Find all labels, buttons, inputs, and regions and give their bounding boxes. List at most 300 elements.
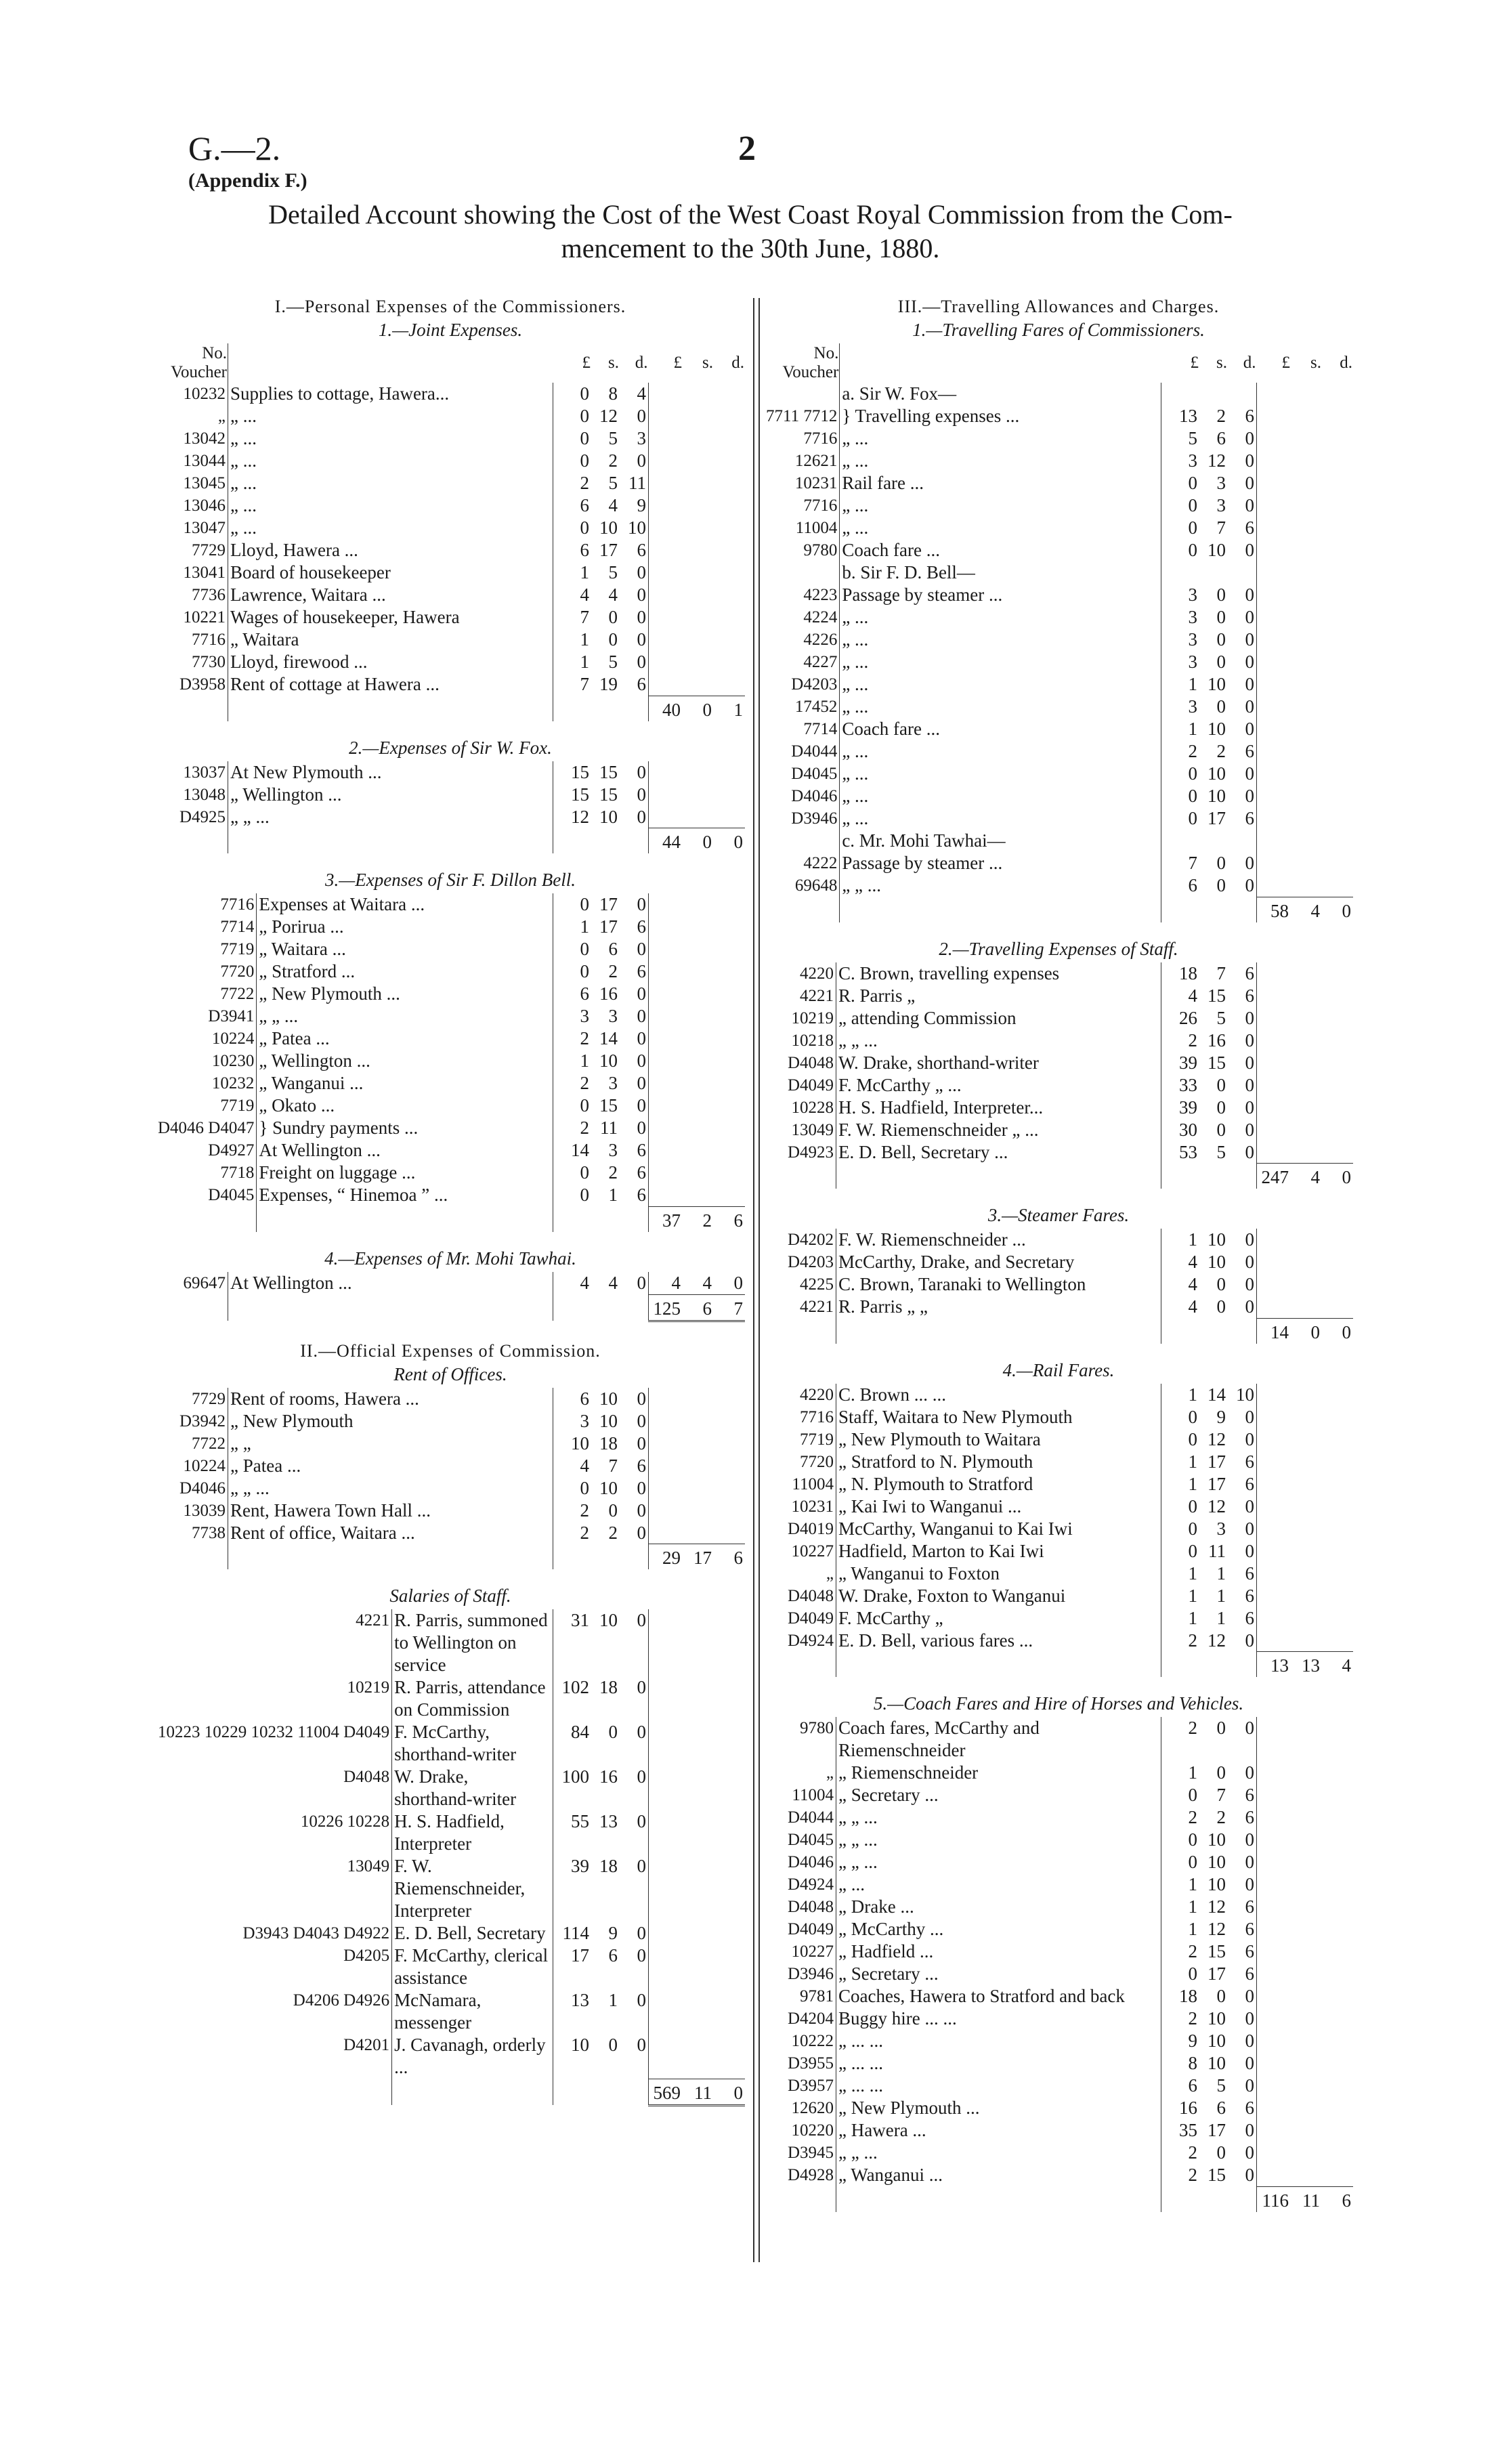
amount-pence: 0 bbox=[1228, 852, 1257, 874]
item-description: C. Brown, travelling expenses bbox=[838, 962, 1060, 983]
item-description: „ Waitara bbox=[230, 629, 299, 650]
amount-pounds: 2 bbox=[1161, 2164, 1200, 2186]
empty-total-cell bbox=[649, 1410, 683, 1432]
voucher-number: 10219 bbox=[764, 1007, 836, 1029]
subsection-title: 1.—Travelling Fares of Commissioners. bbox=[912, 320, 1205, 340]
report-reference bbox=[188, 129, 307, 192]
amount-shillings: 2 bbox=[608, 1522, 618, 1543]
empty-total-cell bbox=[1257, 852, 1291, 874]
voucher-number: D4049 bbox=[764, 1918, 836, 1940]
ledger-row bbox=[156, 629, 745, 651]
amount-pounds: 0 bbox=[553, 1162, 592, 1184]
empty-total-cell bbox=[1322, 1829, 1353, 1851]
item-description: McCarthy, Drake, and Secretary bbox=[838, 1252, 1075, 1272]
item-description: „ New Plymouth ... bbox=[838, 2098, 980, 2118]
subtotal-row bbox=[764, 1318, 1353, 1344]
voucher-number: 10228 bbox=[764, 1097, 836, 1119]
empty-total-cell bbox=[1257, 1585, 1291, 1607]
empty-total-cell bbox=[1291, 673, 1322, 696]
amount-shillings: 11 bbox=[600, 1118, 618, 1138]
empty-total-cell bbox=[714, 517, 745, 539]
amount-shillings: 1 bbox=[1216, 1607, 1226, 1628]
subtotal-row bbox=[156, 696, 745, 721]
amount-pounds: 1 bbox=[1161, 718, 1200, 740]
item-description: „ ... bbox=[230, 517, 257, 538]
empty-total-cell bbox=[1257, 1518, 1291, 1540]
empty-total-cell bbox=[1257, 1052, 1291, 1074]
amount-pence: 0 bbox=[1228, 1074, 1257, 1097]
item-description: „ Wellington ... bbox=[230, 784, 342, 805]
ledger-row bbox=[764, 584, 1353, 606]
item-description: R. Parris „ bbox=[838, 985, 916, 1006]
empty-total-cell bbox=[1257, 1985, 1291, 2008]
empty-total-cell bbox=[1291, 852, 1322, 874]
amount-pounds: 14 bbox=[553, 1139, 592, 1162]
empty-total-cell bbox=[1322, 1296, 1353, 1318]
ledger-row bbox=[764, 718, 1353, 740]
subsection-title: 2.—Expenses of Sir W. Fox. bbox=[349, 737, 552, 758]
empty-total-cell bbox=[1322, 1428, 1353, 1451]
empty-total-cell bbox=[1322, 1229, 1353, 1251]
amount-pounds: 6 bbox=[1161, 874, 1200, 897]
empty-total-cell bbox=[649, 1522, 683, 1544]
amount-pounds: 1 bbox=[1161, 1918, 1200, 1940]
empty-total-cell bbox=[649, 629, 683, 651]
empty-total-cell bbox=[714, 561, 745, 584]
amount-shillings: 12 bbox=[1208, 450, 1226, 471]
amount-shillings: 14 bbox=[1208, 1384, 1226, 1405]
empty-total-cell bbox=[683, 806, 714, 828]
amount-pence: 0 bbox=[1228, 2008, 1257, 2030]
empty-total-cell bbox=[1257, 2008, 1291, 2030]
empty-total-cell bbox=[1322, 785, 1353, 807]
empty-total-cell bbox=[683, 1989, 714, 2034]
amount-pence: 0 bbox=[620, 1432, 649, 1455]
voucher-number: 7730 bbox=[156, 651, 228, 673]
empty-total-cell bbox=[1291, 1518, 1322, 1540]
empty-total-cell bbox=[1257, 1406, 1291, 1428]
document-title bbox=[168, 198, 1333, 265]
amount-pounds: 0 bbox=[553, 427, 592, 450]
amount-pence: 0 bbox=[1228, 1029, 1257, 1052]
empty-total-cell bbox=[1257, 1495, 1291, 1518]
total-shillings-header: s. bbox=[1310, 354, 1321, 372]
amount-pounds: 1 bbox=[553, 651, 592, 673]
empty-total-cell bbox=[714, 1388, 745, 1410]
empty-total-cell bbox=[1322, 1007, 1353, 1029]
voucher-number: D4203 bbox=[764, 1251, 836, 1273]
amount-shillings: 4 bbox=[608, 585, 618, 605]
empty-total-cell bbox=[1257, 1806, 1291, 1829]
amount-pence: 0 bbox=[1228, 1630, 1257, 1652]
amount-pence: 6 bbox=[1228, 985, 1257, 1007]
empty-total-cell bbox=[1322, 1585, 1353, 1607]
amount-pence: 6 bbox=[620, 1184, 649, 1206]
amount-shillings: 10 bbox=[599, 806, 618, 827]
amount-pounds: 1 bbox=[1161, 1563, 1200, 1585]
item-description: H. S. Hadfield, Interpreter bbox=[394, 1811, 505, 1854]
empty-total-cell bbox=[1257, 1630, 1291, 1652]
empty-total-cell bbox=[1322, 1451, 1353, 1473]
item-description: C. Brown, Taranaki to Wellington bbox=[838, 1274, 1086, 1294]
empty-total-cell bbox=[1257, 1296, 1291, 1318]
voucher-number: 7716 bbox=[764, 494, 840, 517]
amount-shillings: 0 bbox=[1216, 1296, 1226, 1317]
amount-shillings: 15 bbox=[1208, 985, 1226, 1006]
voucher-number: D4048 bbox=[156, 1766, 392, 1810]
voucher-number: 7716 bbox=[764, 427, 840, 450]
amount-pence: 0 bbox=[620, 1522, 649, 1544]
empty-total-cell bbox=[649, 1072, 683, 1095]
coach-fares-table bbox=[764, 1717, 1353, 2212]
empty-total-cell bbox=[1322, 1074, 1353, 1097]
empty-total-cell bbox=[683, 1855, 714, 1922]
item-description: F. McCarthy, shorthand-writer bbox=[394, 1722, 517, 1764]
empty-total-cell bbox=[1291, 584, 1322, 606]
amount-shillings: 9 bbox=[1216, 1406, 1226, 1427]
ledger-row bbox=[764, 1829, 1353, 1851]
empty-total-cell bbox=[1322, 2052, 1353, 2075]
item-description: „ New Plymouth to Waitara bbox=[838, 1428, 1041, 1449]
voucher-number: 7716 bbox=[764, 1406, 836, 1428]
empty-total-cell bbox=[1322, 1963, 1353, 1985]
amount-shillings: 15 bbox=[1208, 1052, 1226, 1073]
amount-pence: 0 bbox=[620, 1117, 649, 1139]
empty-total-cell bbox=[714, 1117, 745, 1139]
voucher-number: 13047 bbox=[156, 517, 228, 539]
amount-pence: 0 bbox=[620, 1766, 649, 1810]
item-description: „ Secretary ... bbox=[838, 1785, 939, 1805]
item-description: „ ... bbox=[842, 629, 869, 650]
amount-pence: 0 bbox=[1228, 1518, 1257, 1540]
amount-pounds: 1 bbox=[1161, 1384, 1200, 1406]
amount-pence: 0 bbox=[620, 1855, 649, 1922]
voucher-number: D4048 bbox=[764, 1585, 836, 1607]
ledger-row bbox=[764, 2052, 1353, 2075]
amount-pounds: 0 bbox=[553, 960, 592, 983]
empty-total-cell bbox=[714, 1810, 745, 1855]
item-description: „ „ ... bbox=[838, 2142, 878, 2163]
item-description: „ ... bbox=[842, 517, 869, 538]
voucher-number: D4046 bbox=[764, 1851, 836, 1873]
amount-pounds: 55 bbox=[553, 1810, 592, 1855]
voucher-number: „ bbox=[764, 1762, 836, 1784]
amount-pounds: 15 bbox=[553, 761, 592, 784]
empty-total-cell bbox=[714, 1162, 745, 1184]
empty-total-cell bbox=[1257, 606, 1291, 629]
subtotal-row bbox=[764, 2186, 1353, 2212]
subtotal-pence: 0 bbox=[714, 2079, 745, 2105]
amount-shillings: 10 bbox=[599, 1388, 618, 1409]
amount-shillings: 15 bbox=[599, 1095, 618, 1116]
amount-pounds: 3 bbox=[1161, 584, 1200, 606]
amount-shillings: 3 bbox=[1216, 473, 1226, 493]
fox-expenses-table bbox=[156, 761, 745, 854]
amount-pounds: 31 bbox=[553, 1609, 592, 1676]
amount-pence: 0 bbox=[1228, 1141, 1257, 1164]
item-description: McCarthy, Wanganui to Kai Iwi bbox=[838, 1518, 1073, 1539]
amount-pounds: 6 bbox=[1161, 2075, 1200, 2097]
voucher-number: 4221 bbox=[764, 985, 836, 1007]
item-description: „ Stratford to N. Plymouth bbox=[838, 1451, 1033, 1472]
amount-pounds: 1 bbox=[1161, 1607, 1200, 1630]
empty-total-cell bbox=[714, 1095, 745, 1117]
empty-total-cell bbox=[683, 383, 714, 405]
amount-shillings: 2 bbox=[1216, 406, 1226, 426]
empty-total-cell bbox=[683, 494, 714, 517]
amount-pence: 9 bbox=[620, 494, 649, 517]
voucher-number bbox=[764, 561, 840, 584]
amount-shillings: 16 bbox=[1208, 1029, 1226, 1050]
empty-total-cell bbox=[683, 561, 714, 584]
ledger-row bbox=[764, 427, 1353, 450]
amount-pence: 6 bbox=[1228, 1563, 1257, 1585]
ledger-row bbox=[764, 1717, 1353, 1762]
voucher-number: 69647 bbox=[156, 1272, 228, 1295]
voucher-number: D4928 bbox=[764, 2164, 836, 2186]
empty-total-cell bbox=[714, 1005, 745, 1027]
voucher-number: D4201 bbox=[156, 2034, 392, 2079]
amount-pounds: 39 bbox=[1161, 1052, 1200, 1074]
empty-total-cell bbox=[1291, 1963, 1322, 1985]
amount-shillings: 4 bbox=[608, 495, 618, 515]
empty-total-cell bbox=[714, 472, 745, 494]
item-description: Freight on luggage ... bbox=[259, 1162, 416, 1183]
empty-total-cell bbox=[649, 2034, 683, 2079]
ledger-row bbox=[764, 1851, 1353, 1873]
item-description: } Travelling expenses ... bbox=[842, 406, 1020, 426]
amount-shillings: 10 bbox=[599, 1050, 618, 1071]
amount-shillings: 12 bbox=[1208, 1495, 1226, 1516]
amount-pounds: 9 bbox=[1161, 2030, 1200, 2052]
ledger-row bbox=[156, 1810, 745, 1855]
amount-pounds: 2 bbox=[1161, 1940, 1200, 1963]
amount-shillings: 0 bbox=[608, 2035, 618, 2055]
amount-shillings: 10 bbox=[1208, 786, 1226, 806]
ledger-row bbox=[156, 1272, 745, 1295]
voucher-number: D4203 bbox=[764, 673, 840, 696]
voucher-number: 10222 bbox=[764, 2030, 836, 2052]
amount-pounds: 3 bbox=[553, 1410, 592, 1432]
ledger-row bbox=[764, 651, 1353, 673]
empty-total-cell bbox=[714, 1855, 745, 1922]
empty-total-cell bbox=[1322, 2075, 1353, 2097]
ledger-row bbox=[764, 1119, 1353, 1141]
subtotal-row bbox=[764, 897, 1353, 922]
item-description: „ ... bbox=[230, 473, 257, 493]
section-title: I.—Personal Expenses of the Commissioners. bbox=[274, 297, 626, 316]
empty-total-cell bbox=[714, 584, 745, 606]
empty-total-cell bbox=[1322, 539, 1353, 561]
ledger-row bbox=[156, 1139, 745, 1162]
item-description: „ ... bbox=[230, 428, 257, 448]
empty-total-cell bbox=[1322, 383, 1353, 405]
item-description: E. D. Bell, Secretary ... bbox=[838, 1141, 1008, 1162]
empty-total-cell bbox=[683, 1945, 714, 1989]
amount-pounds: 1 bbox=[1161, 1229, 1200, 1251]
amount-shillings: 7 bbox=[1216, 1785, 1226, 1805]
amount-shillings: 13 bbox=[599, 1811, 618, 1831]
ledger-row bbox=[156, 405, 745, 427]
amount-pounds: 0 bbox=[1161, 1540, 1200, 1563]
voucher-number: 7719 bbox=[764, 1428, 836, 1451]
empty-total-cell bbox=[1291, 2030, 1322, 2052]
voucher-number: 13042 bbox=[156, 427, 228, 450]
empty-total-cell bbox=[1257, 2030, 1291, 2052]
empty-total-cell bbox=[683, 1095, 714, 1117]
item-description: F. W. Riemenschneider „ ... bbox=[838, 1119, 1039, 1140]
amount-pence: 6 bbox=[620, 1139, 649, 1162]
amount-pounds: 1 bbox=[553, 561, 592, 584]
amount-pence: 0 bbox=[1228, 1406, 1257, 1428]
empty-total-cell bbox=[683, 450, 714, 472]
amount-shillings: 0 bbox=[1216, 1097, 1226, 1118]
empty-total-cell bbox=[1291, 1406, 1322, 1428]
empty-total-cell bbox=[1322, 2119, 1353, 2142]
empty-total-cell bbox=[714, 916, 745, 938]
amount-shillings: 19 bbox=[599, 674, 618, 694]
empty-total-cell bbox=[1291, 2119, 1322, 2142]
amount-pence: 0 bbox=[1228, 2052, 1257, 2075]
empty-total-cell bbox=[714, 893, 745, 916]
ledger-row bbox=[764, 763, 1353, 785]
item-description: „ ... bbox=[842, 786, 869, 806]
item-description: „ Patea ... bbox=[230, 1455, 301, 1476]
item-description: } Sundry payments ... bbox=[259, 1118, 419, 1138]
empty-total-cell bbox=[1257, 1451, 1291, 1473]
empty-total-cell bbox=[649, 1676, 683, 1721]
amount-pounds: 0 bbox=[553, 938, 592, 960]
empty-total-cell bbox=[1257, 1896, 1291, 1918]
subtotal-row bbox=[156, 1544, 745, 1570]
amount-pence: 6 bbox=[1228, 1918, 1257, 1940]
empty-total-cell bbox=[1322, 427, 1353, 450]
item-description: „ Patea ... bbox=[259, 1028, 330, 1048]
item-description: „ ... bbox=[842, 763, 869, 784]
amount-pence: 0 bbox=[1228, 494, 1257, 517]
ledger-row bbox=[764, 494, 1353, 517]
empty-total-cell bbox=[1257, 985, 1291, 1007]
item-description: W. Drake, shorthand-writer bbox=[394, 1766, 517, 1809]
amount-pounds: 3 bbox=[1161, 651, 1200, 673]
empty-total-cell bbox=[1291, 763, 1322, 785]
empty-total-cell bbox=[1291, 1851, 1322, 1873]
item-description: „ Hawera ... bbox=[838, 2120, 926, 2140]
empty-total-cell bbox=[1257, 1540, 1291, 1563]
amount-pence: 0 bbox=[620, 561, 649, 584]
amount-shillings: 15 bbox=[599, 761, 618, 782]
amount-pounds: 3 bbox=[1161, 606, 1200, 629]
ledger-row bbox=[156, 606, 745, 629]
empty-total-cell bbox=[649, 561, 683, 584]
item-description: Rent of rooms, Hawera ... bbox=[230, 1388, 419, 1409]
item-description: „ ... ... bbox=[838, 2031, 883, 2051]
amount-shillings: 0 bbox=[608, 1722, 618, 1742]
amount-pounds: 0 bbox=[1161, 763, 1200, 785]
empty-total-cell bbox=[683, 539, 714, 561]
amount-pounds: 1 bbox=[1161, 673, 1200, 696]
amount-shillings: 3 bbox=[608, 1006, 618, 1026]
empty-total-cell bbox=[1257, 539, 1291, 561]
empty-total-cell bbox=[714, 784, 745, 806]
ledger-row bbox=[764, 1451, 1353, 1473]
empty-total-cell bbox=[683, 629, 714, 651]
item-description: „ Secretary ... bbox=[838, 1963, 939, 1984]
empty-total-cell bbox=[1257, 1119, 1291, 1141]
amount-pounds: 2 bbox=[553, 1117, 592, 1139]
subtotal-shillings: 13 bbox=[1291, 1652, 1322, 1678]
subtotal-pence: 1 bbox=[714, 696, 745, 721]
item-description: Lawrence, Waitara ... bbox=[230, 585, 386, 605]
empty-total-cell bbox=[1291, 427, 1322, 450]
amount-pence: 6 bbox=[620, 1162, 649, 1184]
amount-pence: 6 bbox=[620, 539, 649, 561]
amount-pounds: 16 bbox=[1161, 2097, 1200, 2119]
amount-pounds: 15 bbox=[553, 784, 592, 806]
empty-total-cell bbox=[1322, 1473, 1353, 1495]
voucher-number: 4224 bbox=[764, 606, 840, 629]
empty-total-cell bbox=[1291, 1563, 1322, 1585]
amount-pence: 0 bbox=[1228, 1829, 1257, 1851]
ledger-row bbox=[764, 1762, 1353, 1784]
voucher-number: 7738 bbox=[156, 1522, 228, 1544]
empty-total-cell bbox=[683, 427, 714, 450]
amount-pounds: 2 bbox=[1161, 2142, 1200, 2164]
voucher-number: 17452 bbox=[764, 696, 840, 718]
amount-pounds: 18 bbox=[1161, 1985, 1200, 2008]
empty-total-cell bbox=[1322, 718, 1353, 740]
item-description: „ Kai Iwi to Wanganui ... bbox=[838, 1495, 1022, 1516]
empty-total-cell bbox=[683, 1477, 714, 1500]
voucher-header: No. Voucher bbox=[764, 343, 840, 383]
empty-total-cell bbox=[714, 1455, 745, 1477]
ledger-row bbox=[156, 2034, 745, 2079]
empty-total-cell bbox=[649, 1810, 683, 1855]
amount-pounds: 2 bbox=[1161, 2008, 1200, 2030]
amount-pence: 0 bbox=[620, 761, 649, 784]
amount-pence: 0 bbox=[620, 1500, 649, 1522]
amount-pounds: 35 bbox=[1161, 2119, 1200, 2142]
amount-shillings: 0 bbox=[1216, 1274, 1226, 1294]
empty-total-cell bbox=[714, 651, 745, 673]
amount-pounds: 1 bbox=[1161, 1473, 1200, 1495]
empty-total-cell bbox=[1291, 1473, 1322, 1495]
amount-pence: 0 bbox=[1228, 718, 1257, 740]
amount-shillings: 12 bbox=[1208, 1896, 1226, 1917]
amount-shillings: 5 bbox=[1216, 2075, 1226, 2096]
empty-total-cell bbox=[1257, 1918, 1291, 1940]
amount-pence: 6 bbox=[620, 960, 649, 983]
voucher-number: 9780 bbox=[764, 1717, 836, 1762]
amount-pounds: 0 bbox=[1161, 517, 1200, 539]
amount-shillings: 1 bbox=[608, 1185, 618, 1205]
empty-total-cell bbox=[683, 1676, 714, 1721]
amount-pence: 0 bbox=[1228, 1007, 1257, 1029]
amount-pence: 6 bbox=[1228, 962, 1257, 985]
pounds-header: £ bbox=[582, 354, 591, 372]
item-description: Coaches, Hawera to Stratford and back bbox=[838, 1986, 1125, 2006]
empty-total-cell bbox=[1322, 1985, 1353, 2008]
amount-pounds: 2 bbox=[1161, 1029, 1200, 1052]
item-description: a. Sir W. Fox— bbox=[842, 383, 957, 404]
section-total-shillings: 6 bbox=[683, 1294, 714, 1321]
joint-expenses-table bbox=[156, 343, 745, 721]
amount-pence: 0 bbox=[1228, 2164, 1257, 2186]
amount-pence: 0 bbox=[1228, 427, 1257, 450]
item-description: F. McCarthy „ ... bbox=[838, 1074, 962, 1095]
amount-pence: 0 bbox=[620, 1410, 649, 1432]
amount-pence: 0 bbox=[1228, 1273, 1257, 1296]
